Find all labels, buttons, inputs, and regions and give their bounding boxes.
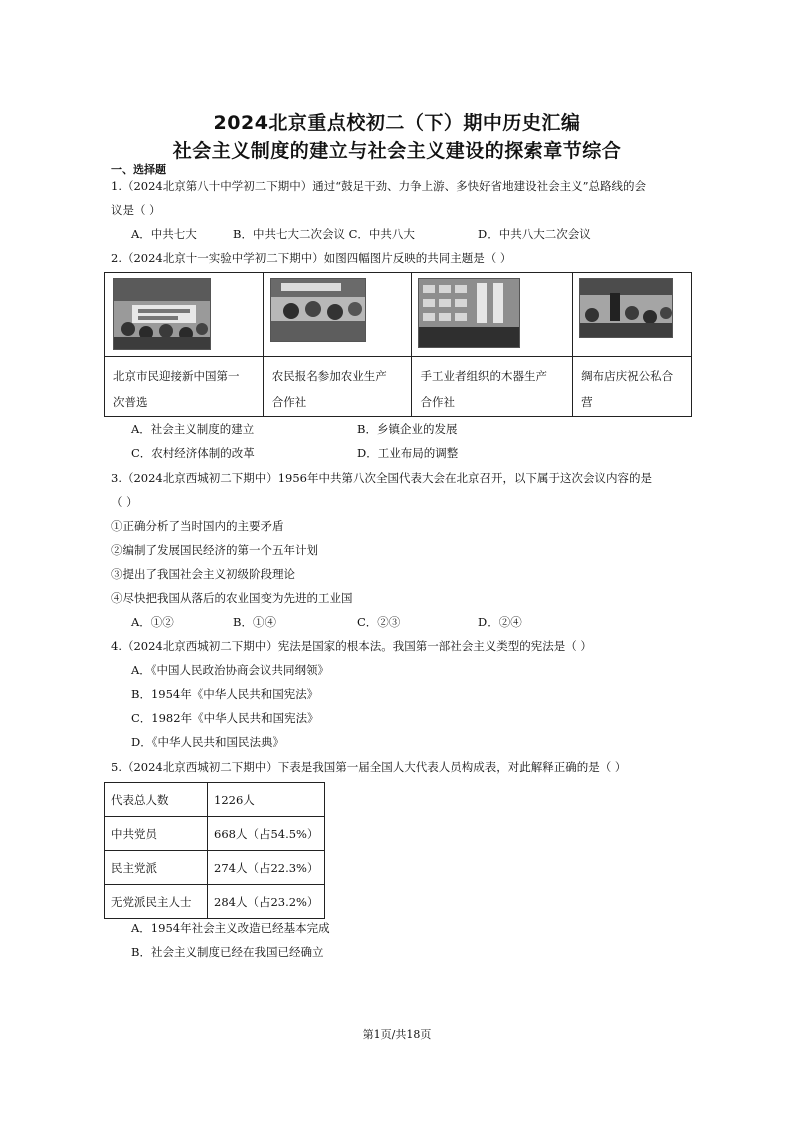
q3-stem-line1: 3.（2024北京西城初二下期中）1956年中共第八次全国代表大会在北京召开，以下属于这次会议内容的是 xyxy=(111,471,653,485)
q5-stem: 5.（2024北京西城初二下期中）下表是我国第一届全国人大代表人员构成表，对此解释正确的是（ ） xyxy=(111,760,627,774)
q2-image-cell-1 xyxy=(105,273,264,357)
q3-option-d: D．②④ xyxy=(478,615,522,629)
q2-caption-3: 手工业者组织的木器生产 合作社 xyxy=(412,357,573,417)
table-key: 代表总人数 xyxy=(105,783,208,817)
q2-image-cell-4 xyxy=(573,273,692,357)
q3-option-b: B．①④ xyxy=(233,615,276,629)
q4-option-c: C．1982年《中华人民共和国宪法》 xyxy=(131,711,319,725)
q4-option-b: B．1954年《中华人民共和国宪法》 xyxy=(131,687,319,701)
q3-item-4: ④尽快把我国从落后的农业国变为先进的工业国 xyxy=(111,591,353,605)
q4-stem: 4.（2024北京西城初二下期中）宪法是国家的根本法。我国第一部社会主义类型的宪法是（ ） xyxy=(111,639,592,653)
table-key: 中共党员 xyxy=(105,817,208,851)
q2-image-table xyxy=(104,272,692,417)
q5-data-table xyxy=(104,782,325,919)
page-number: 第1页/共18页 xyxy=(362,1028,432,1041)
woodwork-photo xyxy=(418,278,520,348)
q3-item-3: ③提出了我国社会主义初级阶段理论 xyxy=(111,567,295,581)
q2-option-b: B．乡镇企业的发展 xyxy=(357,422,458,436)
document-title: 2024北京重点校初二（下）期中历史汇编 xyxy=(213,112,581,134)
table-value: 1226人 xyxy=(208,783,325,817)
table-key: 无党派民主人士 xyxy=(105,885,208,919)
q3-item-1: ①正确分析了当时国内的主要矛盾 xyxy=(111,519,284,533)
table-row xyxy=(105,783,325,817)
q2-image-cell-2 xyxy=(263,273,412,357)
q2-caption-4: 绸布店庆祝公私合 营 xyxy=(573,357,692,417)
q5-option-b: B．社会主义制度已经在我国已经确立 xyxy=(131,945,324,959)
election-photo xyxy=(113,278,211,350)
q1-option-d: D．中共八大二次会议 xyxy=(478,227,591,241)
table-value: 274人（占22.3%） xyxy=(208,851,325,885)
q4-option-a: A．《中国人民政治协商会议共同纲领》 xyxy=(131,663,330,677)
q2-caption-1: 北京市民迎接新中国第一 次普选 xyxy=(105,357,264,417)
table-row xyxy=(105,885,325,919)
table-row xyxy=(105,817,325,851)
table-value: 668人（占54.5%） xyxy=(208,817,325,851)
q2-option-c: C．农村经济体制的改革 xyxy=(131,446,255,460)
table-value: 284人（占23.2%） xyxy=(208,885,325,919)
q2-option-d: D．工业布局的调整 xyxy=(357,446,459,460)
q1-option-bc: B．中共七大二次会议 C．中共八大 xyxy=(233,227,415,241)
q1-stem-line1: 1.（2024北京第八十中学初二下期中）通过“鼓足干劲、力争上游、多快好省地建设社会主义”总路线的会 xyxy=(111,179,646,193)
table-key: 民主党派 xyxy=(105,851,208,885)
q4-option-d: D．《中华人民共和国民法典》 xyxy=(131,735,284,749)
q3-option-c: C．②③ xyxy=(357,615,401,629)
table-row xyxy=(105,851,325,885)
cooperative-photo xyxy=(270,278,366,342)
q3-stem-line2: （ ） xyxy=(111,495,138,509)
q2-stem: 2.（2024北京十一实验中学初二下期中）如图四幅图片反映的共同主题是（ ） xyxy=(111,251,512,265)
q3-item-2: ②编制了发展国民经济的第一个五年计划 xyxy=(111,543,318,557)
q1-option-a: A．中共七大 xyxy=(131,227,197,241)
section-heading: 一、选择题 xyxy=(111,163,166,176)
q1-stem-line2: 议是（ ） xyxy=(111,203,161,217)
q2-option-a: A．社会主义制度的建立 xyxy=(131,422,255,436)
document-subtitle: 社会主义制度的建立与社会主义建设的探索章节综合 xyxy=(172,140,622,162)
q2-image-cell-3 xyxy=(412,273,573,357)
celebration-photo xyxy=(579,278,673,338)
q5-option-a: A．1954年社会主义改造已经基本完成 xyxy=(131,921,330,935)
q2-caption-2: 农民报名参加农业生产 合作社 xyxy=(263,357,412,417)
q3-option-a: A．①② xyxy=(131,615,174,629)
